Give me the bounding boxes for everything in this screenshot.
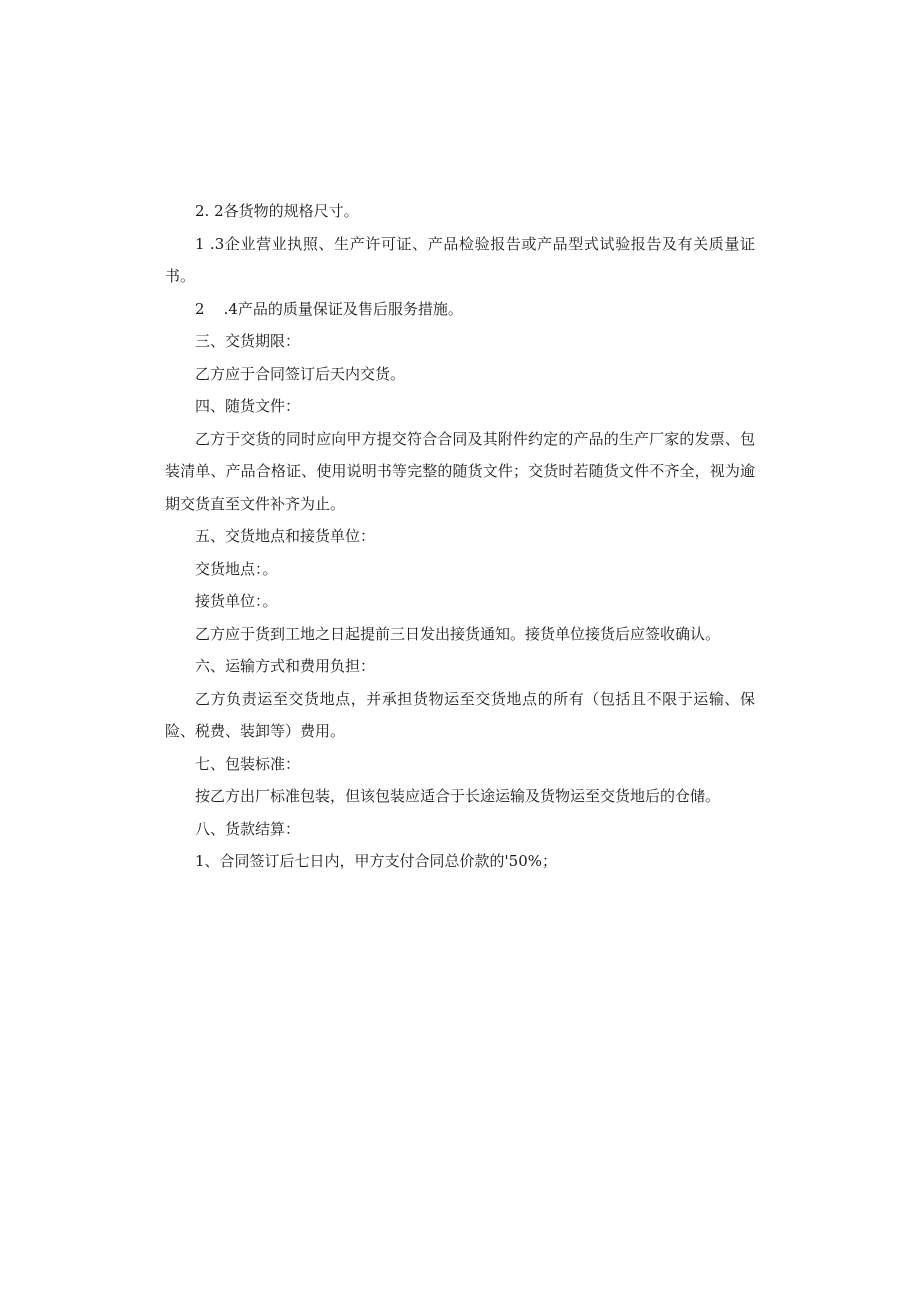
packaging-text: 按乙方出厂标准包装，但该包装应适合于长途运输及货物运至交货地后的仓储。 xyxy=(195,787,721,805)
section-heading-delivery-location: 五、交货地点和接货单位： xyxy=(195,527,376,545)
receiving-unit-text: 接货单位：。 xyxy=(195,592,278,610)
section-heading-delivery-period: 三、交货期限： xyxy=(195,332,301,350)
clause-2-4: 2 .4产品的质量保证及售后服务措施。 xyxy=(195,299,463,318)
clause-2-2: 2. 2各货物的规格尺寸。 xyxy=(195,202,359,220)
section-heading-accompanying-documents: 四、随货文件： xyxy=(195,397,301,415)
payment-clause-1: 1、合同签订后七日内，甲方支付合同总价款的'50%； xyxy=(195,852,558,870)
accompanying-documents-text: 乙方于交货的同时应向甲方提交符合合同及其附件约定的产品的生产厂家的发票、包装清单、产品合格证、使用说明书等完整的随货文件；交货时若随货文件不齐全，视为逾期交货直至文件补齐为止。 xyxy=(165,429,755,513)
transport-text: 乙方负责运至交货地点，并承担货物运至交货地点的所有（包括且不限于运输、保险、税费、装卸等）费用。 xyxy=(165,689,755,740)
delivery-period-text: 乙方应于合同签订后天内交货。 xyxy=(195,364,406,383)
receiving-notice-text: 乙方应于货到工地之日起提前三日发出接货通知。接货单位接货后应签收确认。 xyxy=(195,624,721,643)
section-heading-payment: 八、货款结算： xyxy=(195,819,301,838)
section-heading-packaging: 七、包装标准： xyxy=(195,754,301,773)
clause-2-3: 1 .3企业营业执照、生产许可证、产品检验报告或产品型式试验报告及有关质量证书。 xyxy=(165,234,755,285)
document-body xyxy=(165,195,755,878)
section-heading-transport: 六、运输方式和费用负担： xyxy=(195,657,376,675)
delivery-location-text: 交货地点：。 xyxy=(195,559,278,578)
